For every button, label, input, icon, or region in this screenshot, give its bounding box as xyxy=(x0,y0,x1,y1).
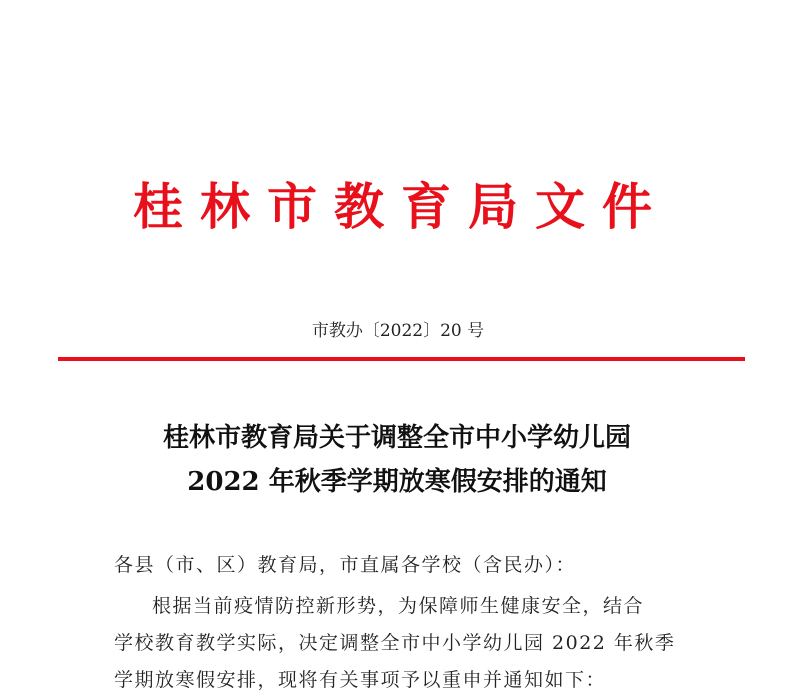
body-paragraph-line: 学期放寒假安排，现将有关事项予以重申并通知如下： xyxy=(114,669,607,691)
issuer-banner: 桂林市教育局文件 xyxy=(133,178,669,236)
notice-title-line-1: 桂林市教育局关于调整全市中小学幼儿园 xyxy=(162,423,631,453)
addressee-line: 各县（市、区）教育局，市直属各学校（含民办）： xyxy=(114,554,577,576)
red-separator-line xyxy=(58,357,745,361)
body-paragraph-line: 根据当前疫情防控新形势，为保障师生健康安全，结合 xyxy=(152,595,645,617)
notice-title-line-2: 2022 年秋季学期放寒假安排的通知 xyxy=(187,467,607,497)
body-paragraph-line: 学校教育教学实际，决定调整全市中小学幼儿园 2022 年秋季 xyxy=(114,632,676,654)
document-number: 市教办〔2022〕20 号 xyxy=(311,321,485,341)
